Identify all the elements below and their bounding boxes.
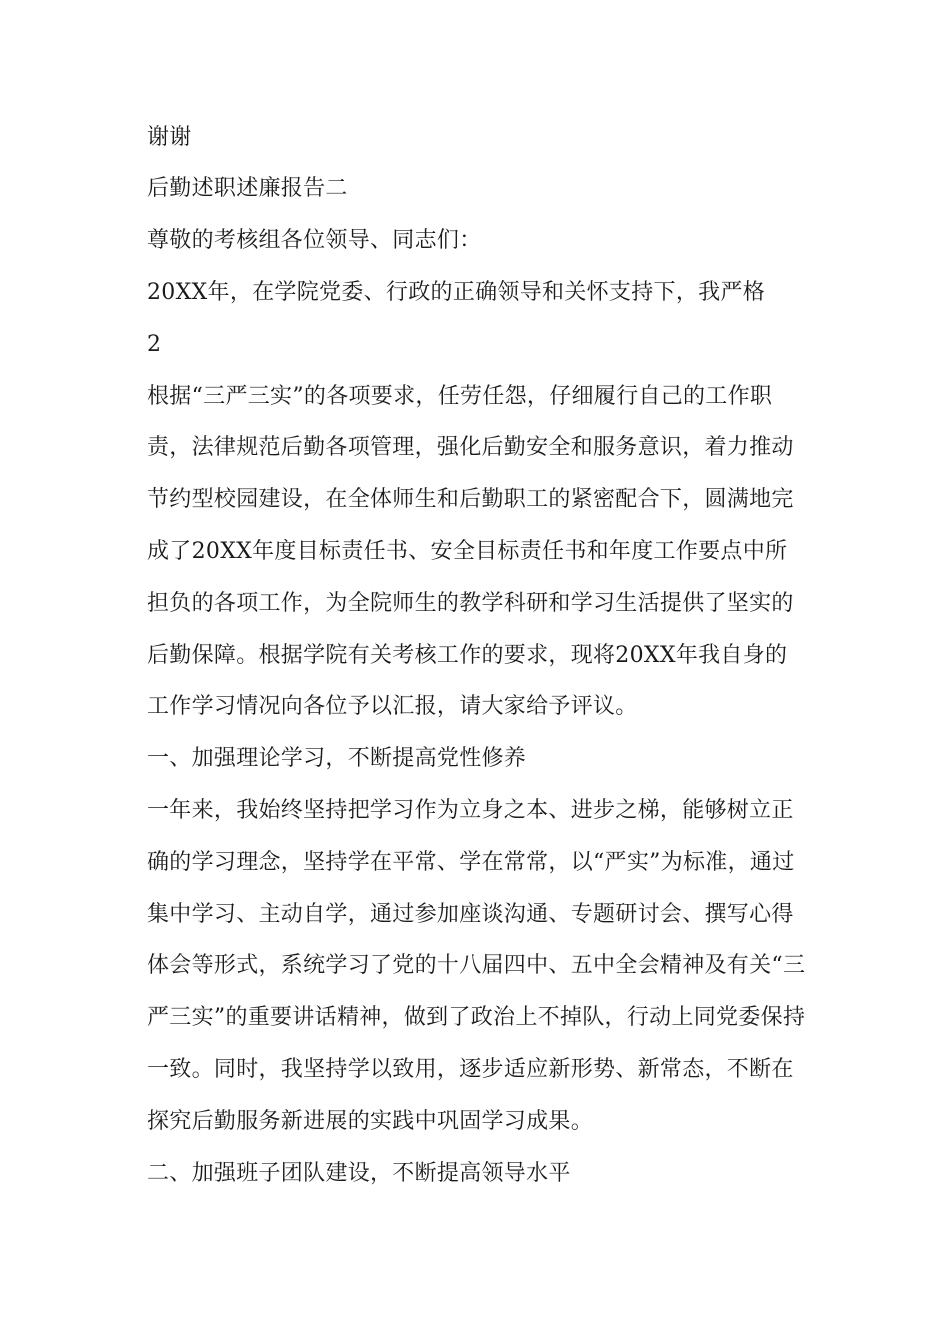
text-line: 探究后勤服务新进展的实践中巩固学习成果。 [147, 1109, 594, 1134]
text-line: 责，法律规范后勤各项管理，强化后勤安全和服务意识，着力推动 [147, 435, 794, 460]
text-line: 一致。同时，我坚持学以致用，逐步适应新形势、新常态，不断在 [147, 1057, 794, 1082]
text-line: 节约型校园建设，在全体师生和后勤职工的紧密配合下，圆满地完 [147, 487, 794, 512]
text-line: 一年来，我始终坚持把学习作为立身之本、进步之梯，能够树立正 [147, 798, 794, 823]
text-line: 严三实”的重要讲话精神，做到了政治上不掉队，行动上同党委保持 [147, 1005, 806, 1030]
text-line: 确的学习理念，坚持学在平常、学在常常，以“严实”为标准，通过 [147, 850, 795, 875]
page-number: 2 [147, 332, 162, 357]
text-line: 集中学习、主动自学，通过参加座谈沟通、专题研讨会、撰写心得 [147, 902, 794, 927]
salutation: 尊敬的考核组各位领导、同志们： [147, 228, 482, 253]
text-line: 体会等形式，系统学习了党的十八届四中、五中全会精神及有关“三 [147, 953, 806, 978]
text-line: 担负的各项工作，为全院师生的教学科研和学习生活提供了坚实的 [147, 591, 794, 616]
text-line: 成了20XX年度目标责任书、安全目标责任书和年度工作要点中所 [147, 539, 788, 564]
report-heading: 后勤述职述廉报告二 [147, 176, 348, 201]
text-line: 20XX年，在学院党委、行政的正确领导和关怀支持下，我严格 [147, 280, 766, 305]
text-line: 工作学习情况向各位予以汇报，请大家给予评议。 [147, 694, 638, 719]
text-line: 根据“三严三实”的各项要求，任劳任怨，仔细履行自己的工作职 [147, 384, 773, 409]
section-heading: 一、加强理论学习，不断提高党性修养 [147, 746, 527, 771]
section-heading: 二、加强班子团队建设，不断提高领导水平 [147, 1161, 571, 1186]
text-line: 后勤保障。根据学院有关考核工作的要求，现将20XX年我自身的 [147, 643, 788, 668]
text-line: 谢谢 [147, 125, 192, 150]
